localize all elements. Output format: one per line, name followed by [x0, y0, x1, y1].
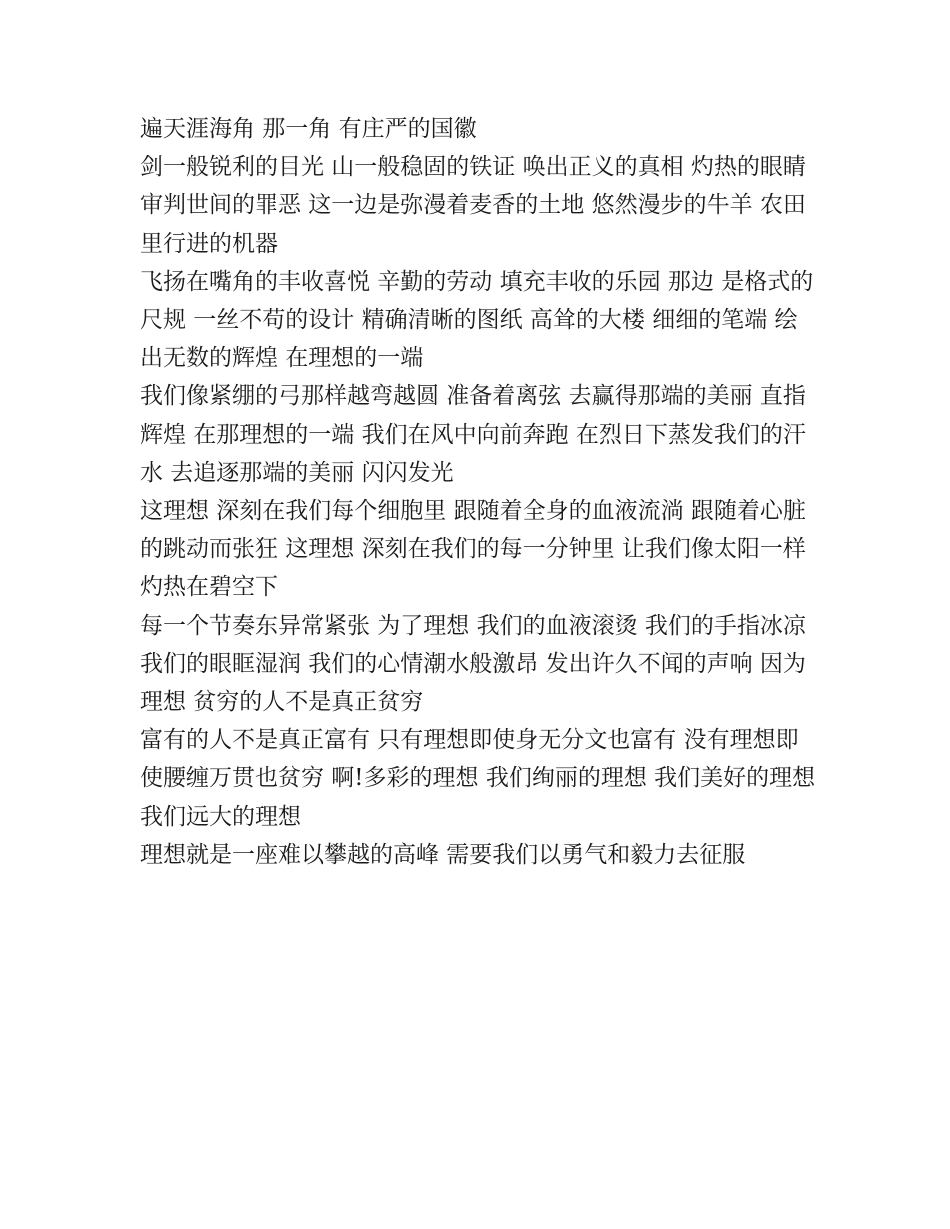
paragraph: 这理想 深刻在我们每个细胞里 跟随着全身的血液流淌 跟随着心脏的跳动而张狂 这理想 深刻在我们的每一分钟里 让我们像太阳一样灼热在碧空下 — [140, 498, 806, 601]
document-body — [140, 110, 820, 874]
paragraph: 飞扬在嘴角的丰收喜悦 辛勤的劳动 填充丰收的乐园 那边 是格式的尺规 一丝不苟的设计 精确清晰的图纸 高耸的大楼 细细的笔端 绘出无数的辉煌 在理想的一端 — [140, 268, 814, 372]
paragraph: 剑一般锐利的目光 山一般稳固的铁证 唤出正义的真相 灼热的眼睛 审判世间的罪恶 这一边是弥漫着麦香的土地 悠然漫步的牛羊 农田里行进的机器 — [140, 154, 806, 257]
paragraph: 我们像紧绷的弓那样越弯越圆 准备着离弦 去赢得那端的美丽 直指辉煌 在那理想的一端 我们在风中向前奔跑 在烈日下蒸发我们的汗水 去追逐那端的美丽 闪闪发光 — [140, 383, 806, 486]
paragraph: 富有的人不是真正富有 只有理想即使身无分文也富有 没有理想即使腰缠万贯也贫穷 啊!多彩的理想 我们绚丽的理想 我们美好的理想 我们远大的理想 — [140, 727, 816, 830]
paragraph: 理想就是一座难以攀越的高峰 需要我们以勇气和毅力去征服 — [140, 841, 746, 868]
paragraph: 遍天涯海角 那一角 有庄严的国徽 — [140, 116, 477, 142]
paragraph: 每一个节奏东异常紧张 为了理想 我们的血液滚烫 我们的手指冰凉 我们的眼眶湿润 我们的心情潮水般激昂 发出许久不闻的声响 因为理想 贫穷的人不是真正贫穷 — [140, 612, 806, 716]
